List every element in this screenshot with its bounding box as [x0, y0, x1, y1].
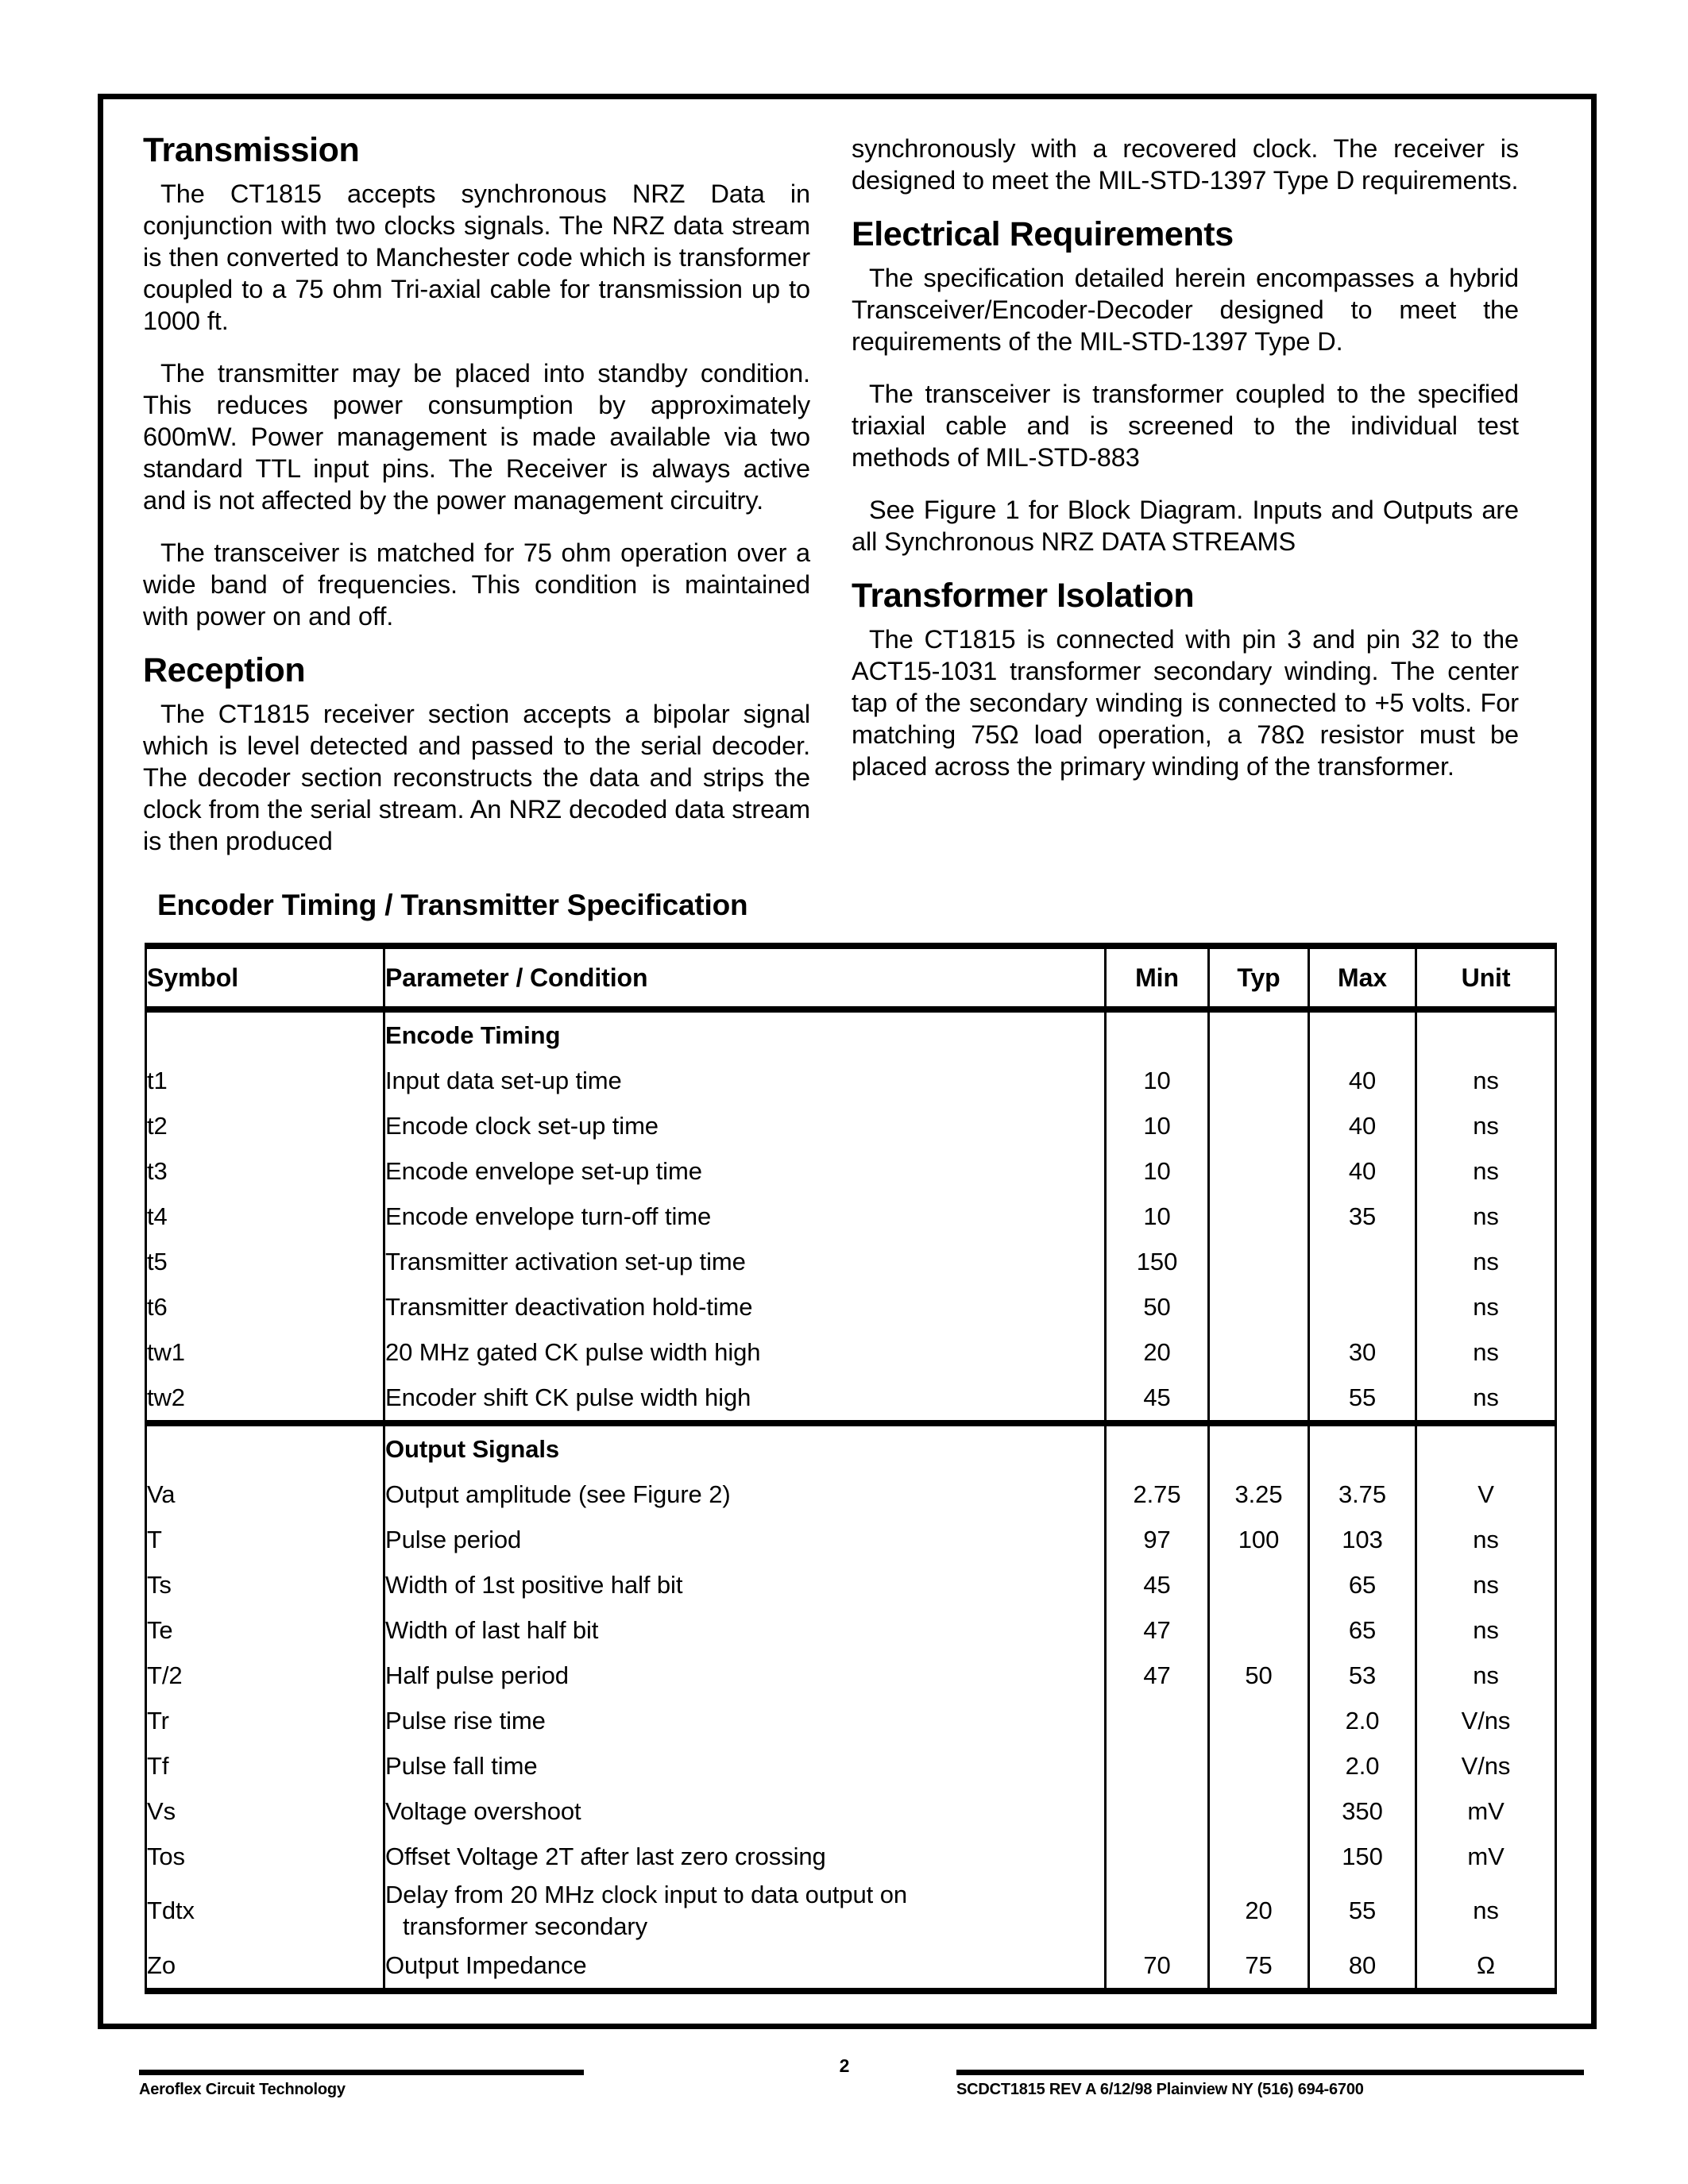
cell-symbol: t5: [146, 1239, 384, 1284]
page-footer: [98, 2051, 1597, 2122]
cell-max: 2.0: [1309, 1698, 1416, 1743]
cell-max: 103: [1309, 1517, 1416, 1562]
cell-symbol: Tdtx: [146, 1879, 384, 1943]
cell-parameter: Voltage overshoot: [384, 1788, 1106, 1834]
cell-typ: [1209, 1698, 1309, 1743]
cell-parameter: Pulse fall time: [384, 1743, 1106, 1788]
column-header-min: Min: [1106, 946, 1209, 1009]
table-row: [146, 1562, 1556, 1607]
cell-symbol: Va: [146, 1472, 384, 1517]
cell-parameter: Output amplitude (see Figure 2): [384, 1472, 1106, 1517]
cell-min: 150: [1106, 1239, 1209, 1284]
cell-unit: ns: [1416, 1517, 1556, 1562]
cell-max: 80: [1309, 1943, 1416, 1991]
footer-company-name: Aeroflex Circuit Technology: [139, 2070, 584, 2099]
group-typ-blank: [1209, 1009, 1309, 1058]
cell-max: 350: [1309, 1788, 1416, 1834]
group-typ-blank: [1209, 1423, 1309, 1472]
table-row: [146, 1194, 1556, 1239]
cell-unit: ns: [1416, 1148, 1556, 1194]
cell-parameter: Encode envelope turn-off time: [384, 1194, 1106, 1239]
cell-parameter-line1: Delay from 20 MHz clock input to data output on: [385, 1881, 907, 1909]
cell-typ: [1209, 1148, 1309, 1194]
table-row-tdtx: [146, 1879, 1556, 1943]
paragraph-transmission-2: The transmitter may be placed into standby condition. This reduces power consumption by approximately 600mW. Power management is made available via two standard TTL input pins. The Receiver is always active and is not affected by the power management circuitry.: [143, 359, 810, 515]
group-max-blank: [1309, 1423, 1416, 1472]
cell-min: [1106, 1743, 1209, 1788]
cell-max: 40: [1309, 1148, 1416, 1194]
cell-symbol: Tos: [146, 1834, 384, 1879]
cell-min: 47: [1106, 1653, 1209, 1698]
column-header-parameter: Parameter / Condition: [384, 946, 1106, 1009]
right-column: [852, 133, 1519, 857]
cell-min: 97: [1106, 1517, 1209, 1562]
cell-max: 3.75: [1309, 1472, 1416, 1517]
cell-typ: [1209, 1562, 1309, 1607]
table-row: [146, 1698, 1556, 1743]
cell-min: 10: [1106, 1103, 1209, 1148]
cell-max: 40: [1309, 1103, 1416, 1148]
cell-parameter: Half pulse period: [384, 1653, 1106, 1698]
cell-symbol: Ts: [146, 1562, 384, 1607]
heading-electrical-requirements: Electrical Requirements: [852, 215, 1234, 253]
column-header-symbol: Symbol: [146, 946, 384, 1009]
cell-typ: [1209, 1834, 1309, 1879]
cell-symbol: Te: [146, 1607, 384, 1653]
heading-transformer-isolation: Transformer Isolation: [852, 577, 1195, 615]
cell-min: [1106, 1879, 1209, 1943]
table-row: [146, 1834, 1556, 1879]
page-content: [121, 117, 1574, 2016]
paragraph-reception-1: The CT1815 receiver section accepts a bipolar signal which is level detected and passed to the serial decoder. The decoder section reconstructs the data and strips the clock from the serial stream. An NRZ decoded data stream is then produced: [143, 700, 810, 856]
cell-parameter: Encoder shift CK pulse width high: [384, 1375, 1106, 1423]
group-unit-blank: [1416, 1009, 1556, 1058]
cell-typ: 50: [1209, 1653, 1309, 1698]
cell-unit: ns: [1416, 1879, 1556, 1943]
cell-typ: [1209, 1284, 1309, 1329]
cell-typ: 100: [1209, 1517, 1309, 1562]
paragraph-transmission-1: The CT1815 accepts synchronous NRZ Data in conjunction with two clocks signals. The NRZ data stream is then converted to Manchester code which is transformer coupled to a 75 ohm Tri-axial cable for transmission up to 1000 ft.: [143, 179, 810, 336]
cell-typ: [1209, 1329, 1309, 1375]
cell-min: 10: [1106, 1058, 1209, 1103]
cell-parameter: Transmitter deactivation hold-time: [384, 1284, 1106, 1329]
table-row: [146, 1607, 1556, 1653]
cell-unit: Ω: [1416, 1943, 1556, 1991]
group-label-encode-timing: Encode Timing: [384, 1009, 1106, 1058]
cell-parameter: Pulse period: [384, 1517, 1106, 1562]
cell-min: [1106, 1834, 1209, 1879]
cell-unit: V: [1416, 1472, 1556, 1517]
cell-symbol: tw1: [146, 1329, 384, 1375]
group-unit-blank: [1416, 1423, 1556, 1472]
cell-typ: [1209, 1239, 1309, 1284]
cell-unit: ns: [1416, 1653, 1556, 1698]
cell-typ: [1209, 1788, 1309, 1834]
cell-parameter: Transmitter activation set-up time: [384, 1239, 1106, 1284]
cell-parameter-line2: transformer secondary: [403, 1912, 648, 1941]
cell-max: 40: [1309, 1058, 1416, 1103]
cell-parameter: Width of 1st positive half bit: [384, 1562, 1106, 1607]
cell-symbol: Tf: [146, 1743, 384, 1788]
table-row: [146, 1103, 1556, 1148]
cell-max: 55: [1309, 1375, 1416, 1423]
page-border: [98, 94, 1597, 2029]
encoder-timing-table: [145, 943, 1557, 1994]
table-row: [146, 1375, 1556, 1423]
cell-parameter: Input data set-up time: [384, 1058, 1106, 1103]
cell-min: 45: [1106, 1562, 1209, 1607]
group-label-output-signals: Output Signals: [384, 1423, 1106, 1472]
cell-symbol: tw2: [146, 1375, 384, 1423]
group-min-blank: [1106, 1009, 1209, 1058]
two-column-text-area: [121, 117, 1574, 857]
cell-typ: [1209, 1058, 1309, 1103]
column-header-unit: Unit: [1416, 946, 1556, 1009]
paragraph-transmission-3: The transceiver is matched for 75 ohm operation over a wide band of frequencies. This condition is maintained with power on and off.: [143, 538, 810, 631]
cell-min: 20: [1106, 1329, 1209, 1375]
cell-max: 30: [1309, 1329, 1416, 1375]
table-row: [146, 1788, 1556, 1834]
paragraph-electrical-2: The transceiver is transformer coupled to the specified triaxial cable and is screened to the individual test methods of MIL-STD-883: [852, 380, 1519, 473]
footer-document-reference: SCDCT1815 REV A 6/12/98 Plainview NY (516) 694-6700: [956, 2070, 1584, 2099]
cell-parameter: Encode envelope set-up time: [384, 1148, 1106, 1194]
cell-min: 50: [1106, 1284, 1209, 1329]
table-row: [146, 1284, 1556, 1329]
cell-unit: ns: [1416, 1194, 1556, 1239]
cell-unit: ns: [1416, 1329, 1556, 1375]
table-header-row: [146, 946, 1556, 1009]
cell-unit: ns: [1416, 1562, 1556, 1607]
table-row: [146, 1148, 1556, 1194]
column-header-typ: Typ: [1209, 946, 1309, 1009]
cell-unit: ns: [1416, 1375, 1556, 1423]
paragraph-electrical-3: See Figure 1 for Block Diagram. Inputs and Outputs are all Synchronous NRZ DATA STREAMS: [852, 496, 1519, 557]
cell-max: 150: [1309, 1834, 1416, 1879]
left-column: [143, 133, 810, 857]
cell-symbol: Zo: [146, 1943, 384, 1991]
cell-unit: ns: [1416, 1103, 1556, 1148]
column-header-max: Max: [1309, 946, 1416, 1009]
group-min-blank: [1106, 1423, 1209, 1472]
table-group-row-output-signals: [146, 1423, 1556, 1472]
cell-max: [1309, 1239, 1416, 1284]
cell-unit: ns: [1416, 1239, 1556, 1284]
cell-symbol: Vs: [146, 1788, 384, 1834]
cell-unit: ns: [1416, 1284, 1556, 1329]
cell-max: [1309, 1284, 1416, 1329]
cell-max: 35: [1309, 1194, 1416, 1239]
cell-min: 10: [1106, 1148, 1209, 1194]
cell-unit: mV: [1416, 1834, 1556, 1879]
cell-min: 70: [1106, 1943, 1209, 1991]
cell-symbol: t2: [146, 1103, 384, 1148]
table-row: [146, 1058, 1556, 1103]
cell-unit: ns: [1416, 1058, 1556, 1103]
table-row: [146, 1329, 1556, 1375]
group-symbol-blank: [146, 1009, 384, 1058]
cell-unit: V/ns: [1416, 1743, 1556, 1788]
cell-typ: 75: [1209, 1943, 1309, 1991]
cell-parameter: Width of last half bit: [384, 1607, 1106, 1653]
table-row: [146, 1239, 1556, 1284]
table-row: [146, 1743, 1556, 1788]
cell-max: 65: [1309, 1607, 1416, 1653]
cell-typ: 20: [1209, 1879, 1309, 1943]
cell-parameter: Pulse rise time: [384, 1698, 1106, 1743]
cell-parameter: 20 MHz gated CK pulse width high: [384, 1329, 1106, 1375]
cell-max: 2.0: [1309, 1743, 1416, 1788]
cell-typ: [1209, 1607, 1309, 1653]
cell-max: 55: [1309, 1879, 1416, 1943]
cell-symbol: t6: [146, 1284, 384, 1329]
cell-typ: [1209, 1103, 1309, 1148]
cell-min: 10: [1106, 1194, 1209, 1239]
cell-unit: V/ns: [1416, 1698, 1556, 1743]
cell-typ: [1209, 1375, 1309, 1423]
cell-symbol: t4: [146, 1194, 384, 1239]
heading-transmission: Transmission: [143, 131, 360, 169]
heading-reception: Reception: [143, 651, 306, 690]
cell-max: 65: [1309, 1562, 1416, 1607]
cell-max: 53: [1309, 1653, 1416, 1698]
cell-typ: 3.25: [1209, 1472, 1309, 1517]
table-row: [146, 1653, 1556, 1698]
cell-parameter: Offset Voltage 2T after last zero crossing: [384, 1834, 1106, 1879]
cell-typ: [1209, 1194, 1309, 1239]
paragraph-electrical-1: The specification detailed herein encompasses a hybrid Transceiver/Encoder-Decoder designed to meet the requirements of the MIL-STD-1397 Type D.: [852, 264, 1519, 357]
cell-min: 47: [1106, 1607, 1209, 1653]
cell-unit: ns: [1416, 1607, 1556, 1653]
table-row: [146, 1472, 1556, 1517]
table-group-row-encode-timing: [146, 1009, 1556, 1058]
cell-symbol: t1: [146, 1058, 384, 1103]
group-symbol-blank: [146, 1423, 384, 1472]
paragraph-transformer-1: The CT1815 is connected with pin 3 and pin 32 to the ACT15-1031 transformer secondary winding. The center tap of the secondary winding is connected to +5 volts. For matching 75Ω load operation, a 78Ω resistor must be placed across the primary winding of the transformer.: [852, 625, 1519, 781]
cell-parameter-multiline: [384, 1879, 1106, 1943]
cell-min: [1106, 1698, 1209, 1743]
cell-min: 2.75: [1106, 1472, 1209, 1517]
spec-table-block: [121, 889, 1574, 1994]
cell-min: 45: [1106, 1375, 1209, 1423]
paragraph-reception-continuation: synchronously with a recovered clock. The receiver is designed to meet the MIL-STD-1397 Type D requirements.: [852, 134, 1519, 195]
cell-symbol: Tr: [146, 1698, 384, 1743]
cell-unit: mV: [1416, 1788, 1556, 1834]
cell-symbol: T/2: [146, 1653, 384, 1698]
cell-symbol: T: [146, 1517, 384, 1562]
spec-table-title: Encoder Timing / Transmitter Specification: [157, 889, 748, 922]
cell-typ: [1209, 1743, 1309, 1788]
table-row-zo: [146, 1943, 1556, 1991]
cell-min: [1106, 1788, 1209, 1834]
table-row: [146, 1517, 1556, 1562]
group-max-blank: [1309, 1009, 1416, 1058]
cell-parameter: Encode clock set-up time: [384, 1103, 1106, 1148]
footer-page-number: 2: [839, 2055, 850, 2076]
cell-symbol: t3: [146, 1148, 384, 1194]
cell-parameter: Output Impedance: [384, 1943, 1106, 1991]
